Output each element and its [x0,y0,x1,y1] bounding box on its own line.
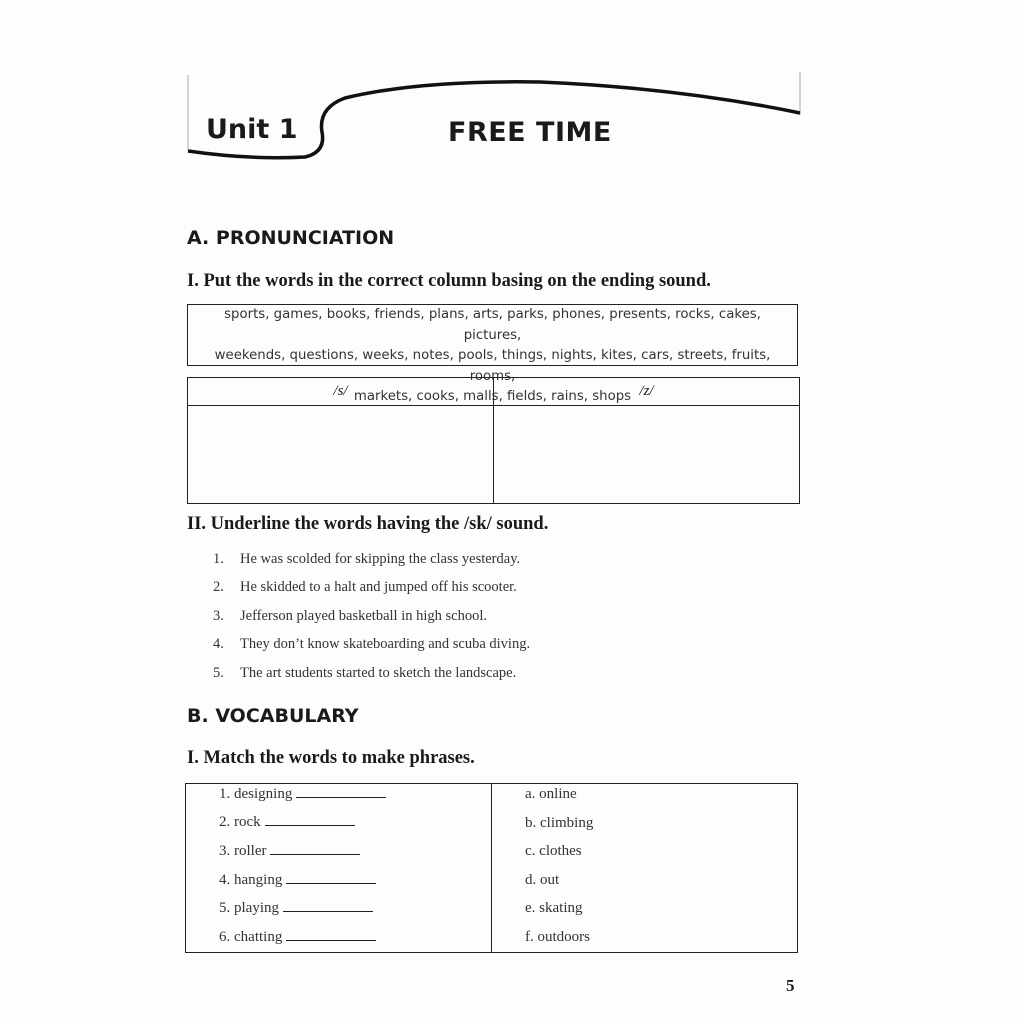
item-text: 3. roller [219,843,267,859]
word-bank-line: weekends, questions, weeks, notes, pools, things, nights, kites, cars, streets, fruits, rooms, [214,348,771,384]
item-text: 5. playing [219,900,279,916]
unit-header-banner [0,0,1024,200]
answer-blank[interactable] [270,842,360,855]
unit-title: FREE TIME [448,117,612,148]
item-text: 2. rock [219,814,261,830]
match-left-item [219,871,376,889]
match-left-item [219,928,376,946]
column-z-header: /z/ [494,378,800,406]
column-divider [491,784,492,952]
item-number: 5. [213,665,224,681]
item-text: He was scolded for skipping the class yesterday. [240,551,521,567]
match-right-item: b. climbing [525,815,594,831]
answer-blank[interactable] [286,928,376,941]
column-s-answer-cell[interactable] [188,406,494,504]
word-bank-line: markets, cooks, malls, fields, rains, shops [353,389,632,404]
word-bank [187,304,798,404]
item-text: They don’t know skateboarding and scuba diving. [240,636,531,652]
exercise-a1-instruction: I. Put the words in the correct column basing on the ending sound. [187,271,711,291]
page-number: 5 [786,976,795,995]
item-text: 1. designing [219,786,293,802]
list-item [213,551,520,568]
answer-blank[interactable] [283,899,373,912]
answer-blank[interactable] [265,813,355,826]
sound-sort-table [187,377,800,504]
item-number: 4. [213,636,224,652]
item-text: 6. chatting [219,929,283,945]
answer-blank[interactable] [286,871,376,884]
section-a-heading: A. PRONUNCIATION [187,227,395,249]
item-text: He skidded to a halt and jumped off his scooter. [240,579,517,595]
match-left-item [219,899,373,917]
match-right-item: c. clothes [525,843,582,859]
list-item [213,636,530,653]
column-s-header: /s/ [188,378,494,406]
match-right-item: d. out [525,872,560,888]
item-number: 1. [213,551,224,567]
item-number: 3. [213,608,224,624]
exercise-a2-instruction: II. Underline the words having the /sk/ sound. [187,514,549,534]
answer-blank[interactable] [296,785,386,798]
list-item [213,579,517,596]
exercise-b1-instruction: I. Match the words to make phrases. [187,748,475,768]
item-text: The art students started to sketch the landscape. [240,665,517,681]
section-b-heading: B. VOCABULARY [187,705,359,727]
item-text: 4. hanging [219,872,283,888]
match-right-item: e. skating [525,900,583,916]
match-right-item: a. online [525,786,577,802]
match-left-item [219,842,360,860]
word-bank-line: sports, games, books, friends, plans, arts, parks, phones, presents, rocks, cakes, pictures, [224,307,761,343]
column-z-answer-cell[interactable] [494,406,800,504]
unit-label: Unit 1 [206,114,298,145]
list-item [213,608,487,625]
match-right-item: f. outdoors [525,929,590,945]
item-number: 2. [213,579,224,595]
match-left-item [219,813,355,831]
item-text: Jefferson played basketball in high school. [240,608,487,624]
matching-table [185,783,798,953]
list-item [213,665,516,682]
match-left-item [219,785,386,803]
